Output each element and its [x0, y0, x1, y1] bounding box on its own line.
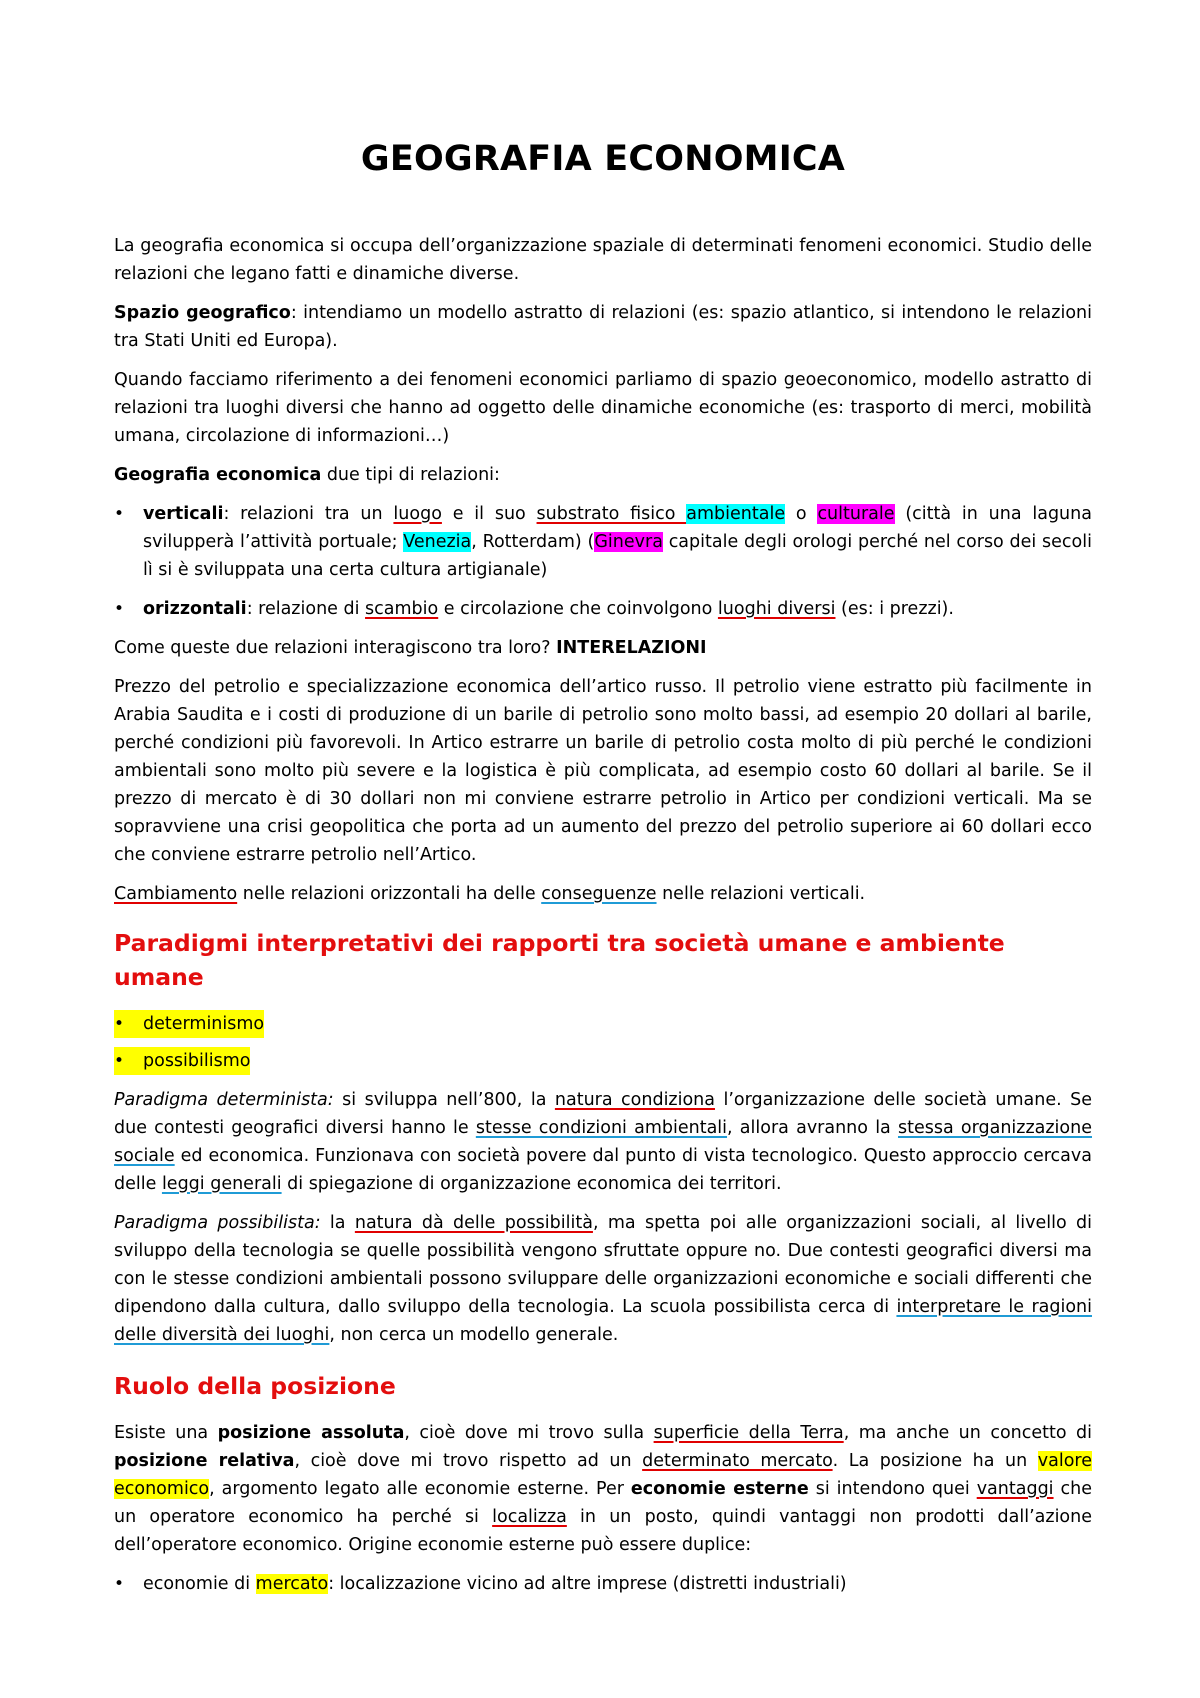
highlight-mercato: mercato: [255, 1574, 329, 1594]
spazio-geoeconomico-paragraph: Quando facciamo riferimento a dei fenomeni economici parliamo di spazio geoeconomico, modello astratto di relazioni tra luoghi diversi che hanno ad oggetto delle dinamiche economiche (es: trasporto di merci, mobilità umana, circolazione di informazioni…): [114, 370, 1092, 446]
petrolio-paragraph: Prezzo del petrolio e specializzazione economica dell’artico russo. Il petrolio viene estratto più facilmente in Arabia Saudita e i costi di produzione di un barile di petrolio sono molto bassi, ad esempio 20 dollari al barile, perché condizioni più favorevoli. In Artico estrarre un barile di petrolio costa molto di più perché le condizioni ambientali sono molto più severe e la logistica è più complicata, ad esempio costo 60 dollari al barile. Se il prezzo di mercato è di 30 dollari non mi conviene estrarre petrolio in Artico per condizioni verticali. Ma se sopravviene una crisi geopolitica che porta ad un aumento del prezzo del petrolio superiore ai 60 dollari ecco che conviene estrarre petrolio nell’Artico.: [114, 677, 1092, 865]
list-item-possibilismo: • possibilismo: [114, 1047, 1092, 1075]
list-item-economie-mercato: • economie di mercato: localizzazione vicino ad altre imprese (distretti industriali): [114, 1570, 1092, 1598]
spazio-geografico-paragraph: Spazio geografico: intendiamo un modello astratto di relazioni (es: spazio atlantico, si intendono le relazioni tra Stati Uniti ed Europa).: [114, 303, 1092, 351]
term-spazio-geografico: Spazio geografico: [114, 303, 291, 323]
relations-list: [114, 500, 1092, 623]
highlight-ambientale: ambientale: [686, 504, 786, 524]
due-tipi-paragraph: Geografia economica due tipi di relazioni:: [114, 465, 500, 485]
term-geografia-economica: Geografia economica: [114, 465, 322, 485]
highlight-culturale: culturale: [817, 504, 895, 524]
intro-paragraph: La geografia economica si occupa dell’organizzazione spaziale di determinati fenomeni economici. Studio delle relazioni che legano fatti e dinamiche diverse.: [114, 236, 1092, 284]
list-item-orizzontali: • orizzontali: relazione di scambio e circolazione che coinvolgono luoghi diversi (es: i prezzi).: [114, 595, 1092, 623]
economie-list: [114, 1570, 1092, 1598]
highlight-venezia: Venezia: [403, 532, 472, 552]
determinista-paragraph: Paradigma determinista: si sviluppa nell’800, la natura condiziona l’organizzazione delle società umane. Se due contesti geografici diversi hanno le stesse condizioni ambientali, allora avranno la stessa organizzazione sociale ed economica. Funzionava con società povere dal punto di vista tecnologico. Questo approccio cercava delle leggi generali di spiegazione di organizzazione economica dei territori.: [114, 1090, 1092, 1194]
document-title: GEOGRAFIA ECONOMICA: [360, 139, 846, 179]
heading-ruolo-posizione: Ruolo della posizione: [114, 1372, 396, 1400]
cambiamento-paragraph: Cambiamento nelle relazioni orizzontali ha delle conseguenze nelle relazioni verticali.: [114, 884, 866, 904]
highlight-ginevra: Ginevra: [594, 532, 663, 552]
heading-paradigmi: Paradigmi interpretativi dei rapporti tra società umane e ambiente umane: [114, 929, 1005, 991]
paradigmi-list: [114, 1010, 1092, 1075]
interrelazioni-question: Come queste due relazioni interagiscono tra loro? INTERELAZIONI: [114, 638, 707, 658]
highlight-valore-economico: valore economico: [114, 1451, 1092, 1499]
list-item-determinismo: • determinismo: [114, 1010, 1092, 1038]
list-item-verticali: • verticali: relazioni tra un luogo e il suo substrato fisico ambientale o culturale (città in una laguna svilupperà l’attività portuale; Venezia, Rotterdam) (Ginevra capitale degli orologi perché nel corso dei secoli lì si è sviluppata una certa cultura artigianale): [114, 500, 1092, 584]
possibilista-paragraph: Paradigma possibilista: la natura dà delle possibilità, ma spetta poi alle organizzazioni sociali, al livello di sviluppo della tecnologia se quelle possibilità vengono sfruttate oppure no. Due contesti geografici diversi ma con le stesse condizioni ambientali possono sviluppare delle organizzazioni economiche e sociali differenti che dipendono dalla cultura, dallo sviluppo della tecnologia. La scuola possibilista cerca di interpretare le ragioni delle diversità dei luoghi, non cerca un modello generale.: [114, 1213, 1092, 1345]
posizione-paragraph: Esiste una posizione assoluta, cioè dove mi trovo sulla superficie della Terra, ma anche un concetto di posizione relativa, cioè dove mi trovo rispetto ad un determinato mercato. La posizione ha un valore economico, argomento legato alle economie esterne. Per economie esterne si intendono quei vantaggi che un operatore economico ha perché si localizza in un posto, quindi vantaggi non prodotti dall’azione dell’operatore economico. Origine economie esterne può essere duplice:: [114, 1423, 1092, 1555]
